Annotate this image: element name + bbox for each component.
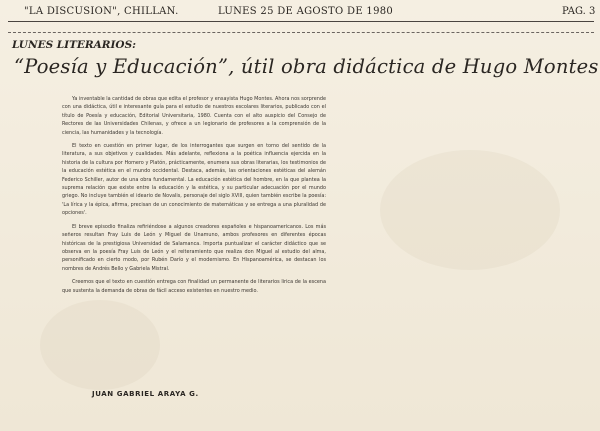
author-signature: JUAN GABRIEL ARAYA G.	[92, 390, 199, 398]
article-paragraph: El breve episodio finaliza refiriéndose a algunos creadores españoles e hispanoamericanos. Los más señeros resultan Fray Luis de León y Miguel de Unamuno, ambos profesores en diferentes épocas históricas de la prestigiosa Universidad de Salamanca. Importa puntualizar el carácter didáctico que se observa en la poesía Fray Luis de León y el reiteramiento que realiza don Miguel al estudio del alma, personificado en cierto modo, por Rubén Darío y el modernismo. En Hispanoamérica, se destacan los nombres de Andrés Bello y Gabriela Mistral.	[62, 223, 326, 272]
header-rule	[8, 21, 594, 22]
article-body	[62, 95, 326, 300]
section-rule	[8, 32, 594, 33]
article-title: “Poesía y Educación”, útil obra didáctica de Hugo Montes	[14, 55, 599, 78]
page-header	[0, 0, 600, 22]
article-paragraph: Creemos que el texto en cuestión entrega con finalidad un permanente de literarios lirica de la escena que sustenta la demanda de obras de fácil acceso existentes en nuestro medio.	[62, 279, 326, 294]
section-label: LUNES LITERARIOS:	[12, 39, 137, 51]
article-paragraph: Ya inventable la cantidad de obras que edita el profesor y ensayista Hugo Montes. Ahora nos sorprende con una didáctica, útil e interesante guía para el estudio de nuestros escolares literarios, publicado con el título de Poesía y educación, Editorial Universitaria, 1980. Cuenta con el alto auspicio del Consejo de Rectores de las Universidades Chilenas, y ofrece a un legionario de profesores a la comprensión de la ciencia, las humanidades y la tecnología.	[62, 96, 327, 136]
paper-stain	[380, 150, 560, 270]
article-paragraph: El texto en cuestión en primer lugar, de los interrogantes que surgen en torno del sentido de la literatura, a sus objetivos y cualidades. Más adelante, reflexiona a la poética influencia ejercida en la historia de la cultura por Homero y Platón, prácticamente, enumera sus obras literarias, los testimonios de la educación estética en el mundo occidental. Destaca, además, las orientaciones estéticas del alemán Federico Schiller, autor de una obra fundamental. La educación estética del hombre, en la que plantea la suprema relación que existe entre la educación y la estética, y su particular adecuación por el mundo griego. No incluye también el ideario de Novalis, personaje del siglo XVIII, quien también escribe la poesía: 'La lírica y la épica, afirma, precisan de un conocimiento de matemáticas y se entrega a una pluralidad de opciones'.	[62, 143, 326, 217]
page-number: PAG. 3	[562, 6, 596, 17]
issue-date: LUNES 25 DE AGOSTO DE 1980	[218, 6, 394, 17]
paper-stain	[40, 300, 160, 390]
newspaper-name: "LA DISCUSION", CHILLAN.	[24, 6, 179, 17]
